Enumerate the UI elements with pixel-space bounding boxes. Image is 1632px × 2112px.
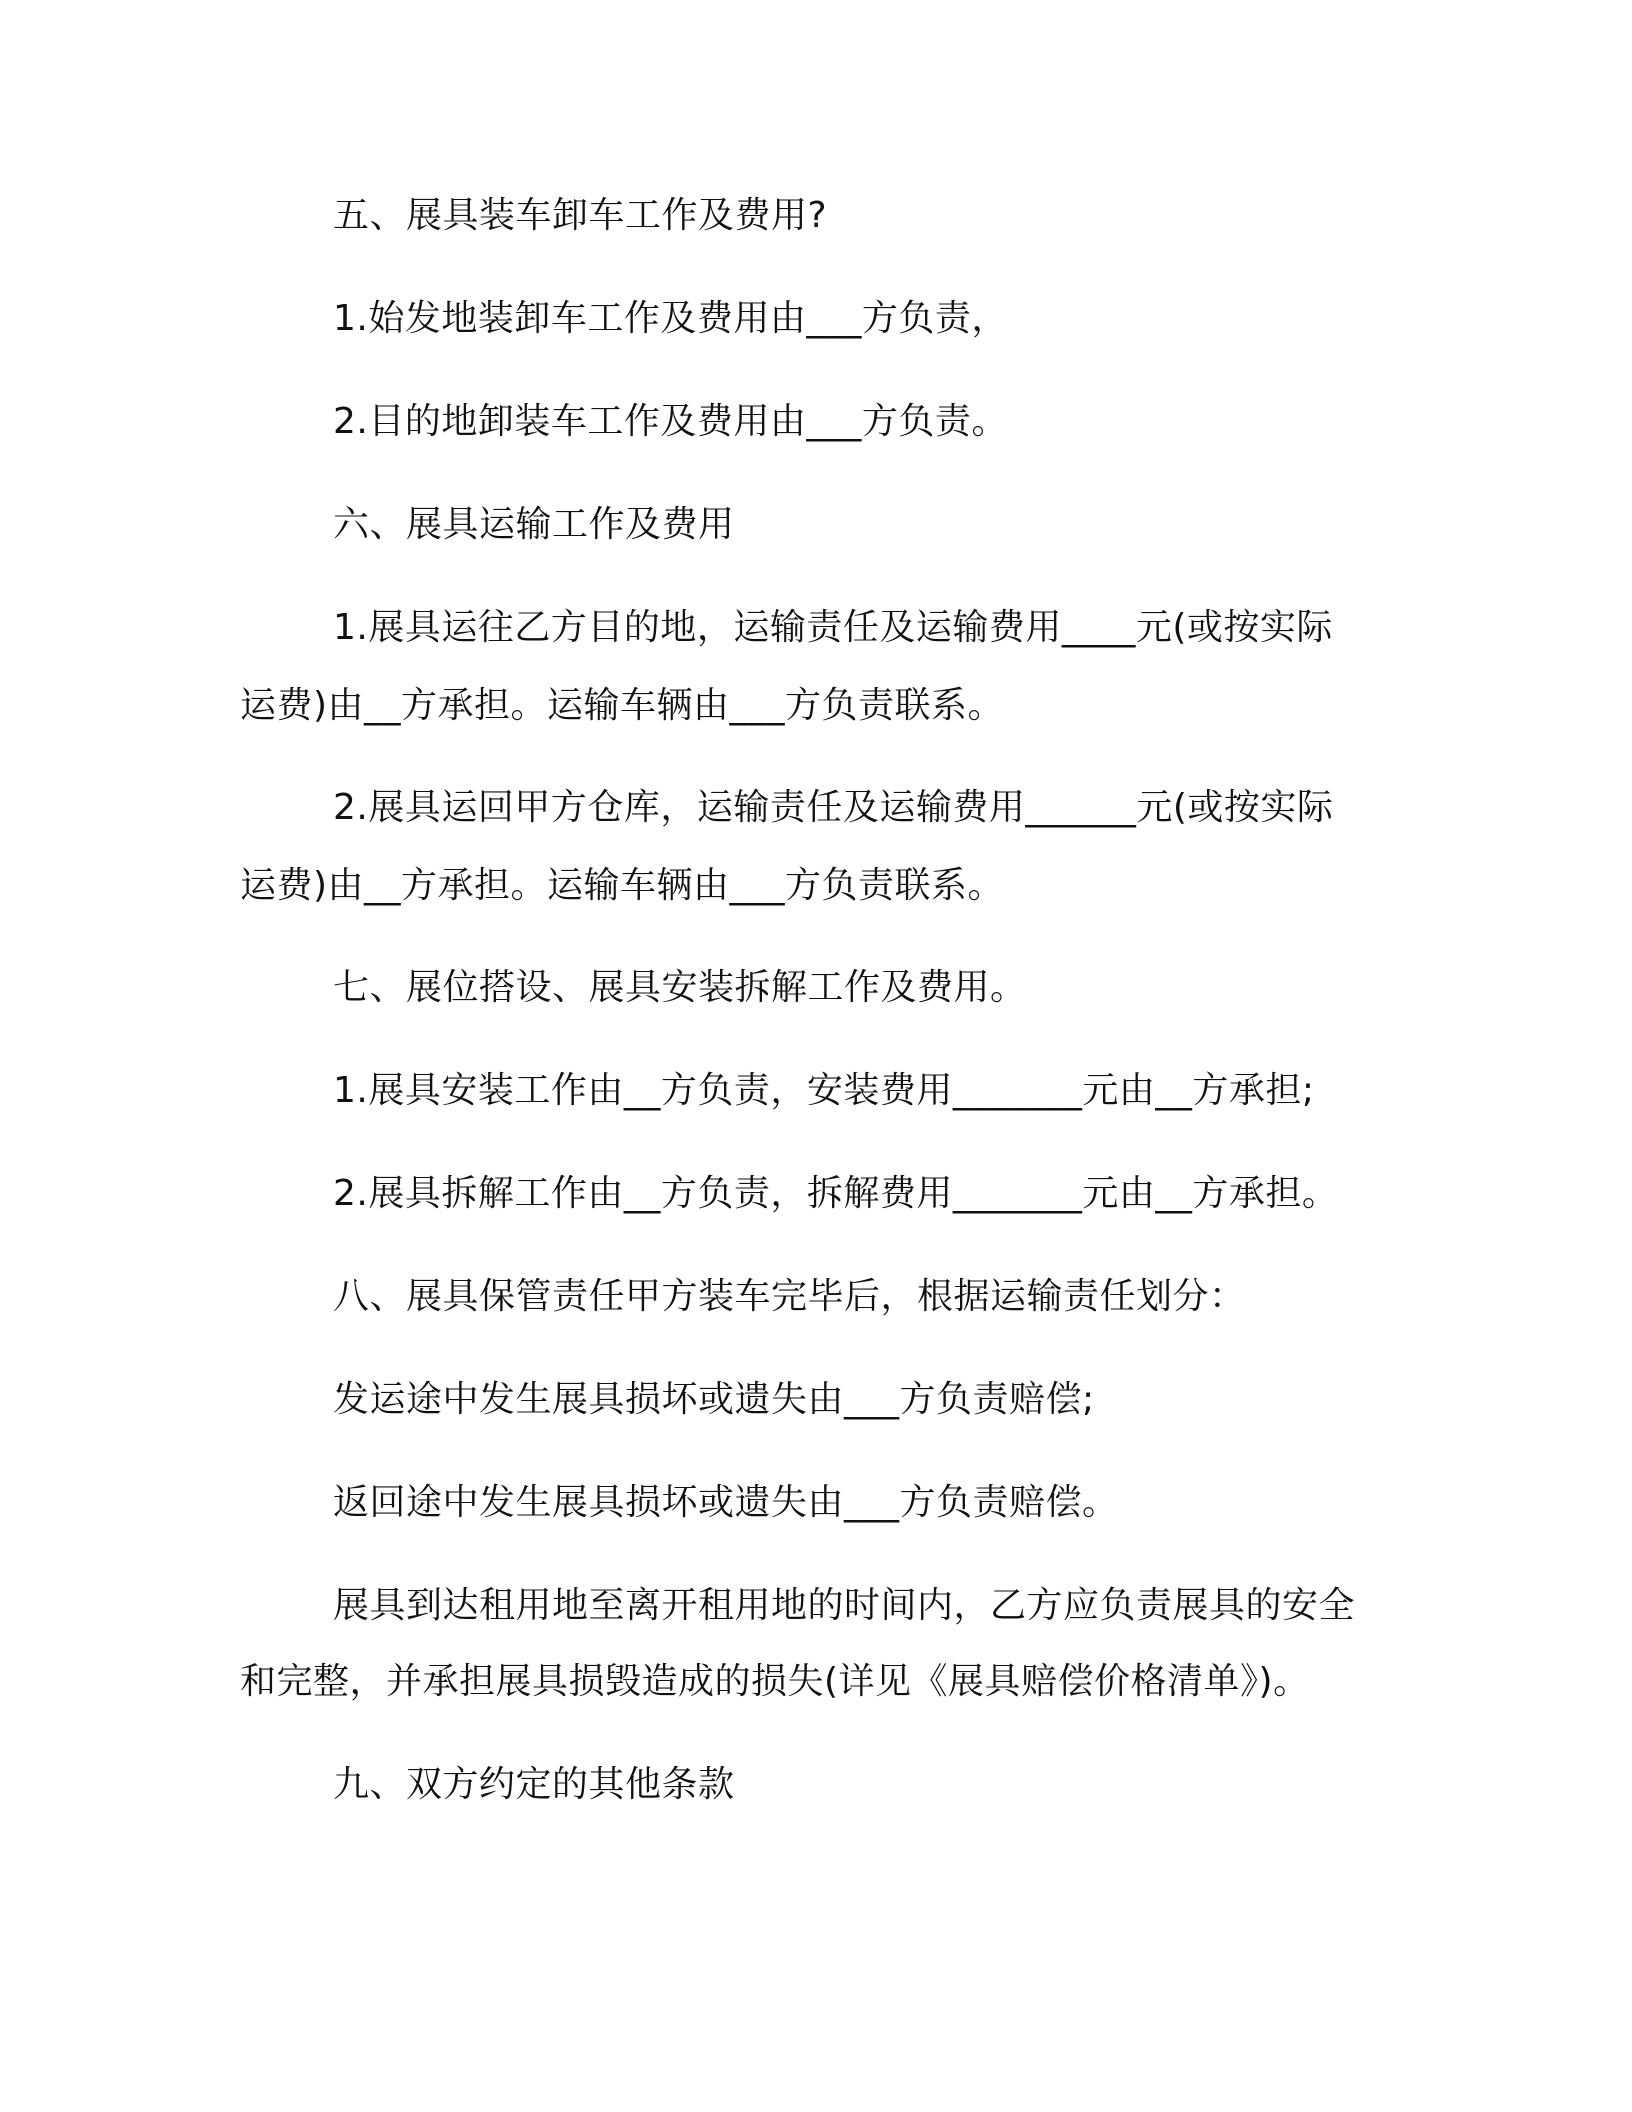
section-5-heading: 五、展具装车卸车工作及费用? <box>333 195 828 236</box>
section-7-item-2: 2.展具拆解工作由__方负责，拆解费用_______元由__方承担。 <box>333 1173 1339 1214</box>
section-8-heading: 八、展具保管责任甲方装车完毕后，根据运输责任划分： <box>333 1276 1246 1317</box>
section-6-item-1-line-1: 1.展具运往乙方目的地，运输责任及运输费用____元(或按实际 <box>333 607 1333 648</box>
section-5-item-2: 2.目的地卸装车工作及费用由___方负责。 <box>333 401 1008 442</box>
section-8-paragraph-line-2: 和完整，并承担展具损毁造成的损失(详见《展具赔偿价格清单》)。 <box>240 1661 1310 1702</box>
section-8-paragraph-line-1: 展具到达租用地至离开租用地的时间内，乙方应负责展具的安全 <box>333 1585 1356 1626</box>
section-7-item-1: 1.展具安装工作由__方负责，安装费用_______元由__方承担; <box>333 1070 1315 1111</box>
section-6-heading: 六、展具运输工作及费用 <box>333 504 735 545</box>
section-6-item-2-line-2: 运费)由__方承担。运输车辆由___方负责联系。 <box>240 865 1005 906</box>
section-6-item-1-line-2: 运费)由__方承担。运输车辆由___方负责联系。 <box>240 685 1005 726</box>
section-5-item-1: 1.始发地装卸车工作及费用由___方负责， <box>333 298 1008 339</box>
section-8-outbound: 发运途中发生展具损坏或遗失由___方负责赔偿; <box>333 1379 1095 1420</box>
section-9-heading: 九、双方约定的其他条款 <box>333 1764 735 1805</box>
section-8-return: 返回途中发生展具损坏或遗失由___方负责赔偿。 <box>333 1482 1119 1523</box>
section-6-item-2-line-1: 2.展具运回甲方仓库，运输责任及运输费用______元(或按实际 <box>333 787 1334 828</box>
section-7-heading: 七、展位搭设、展具安装拆解工作及费用。 <box>333 967 1027 1008</box>
